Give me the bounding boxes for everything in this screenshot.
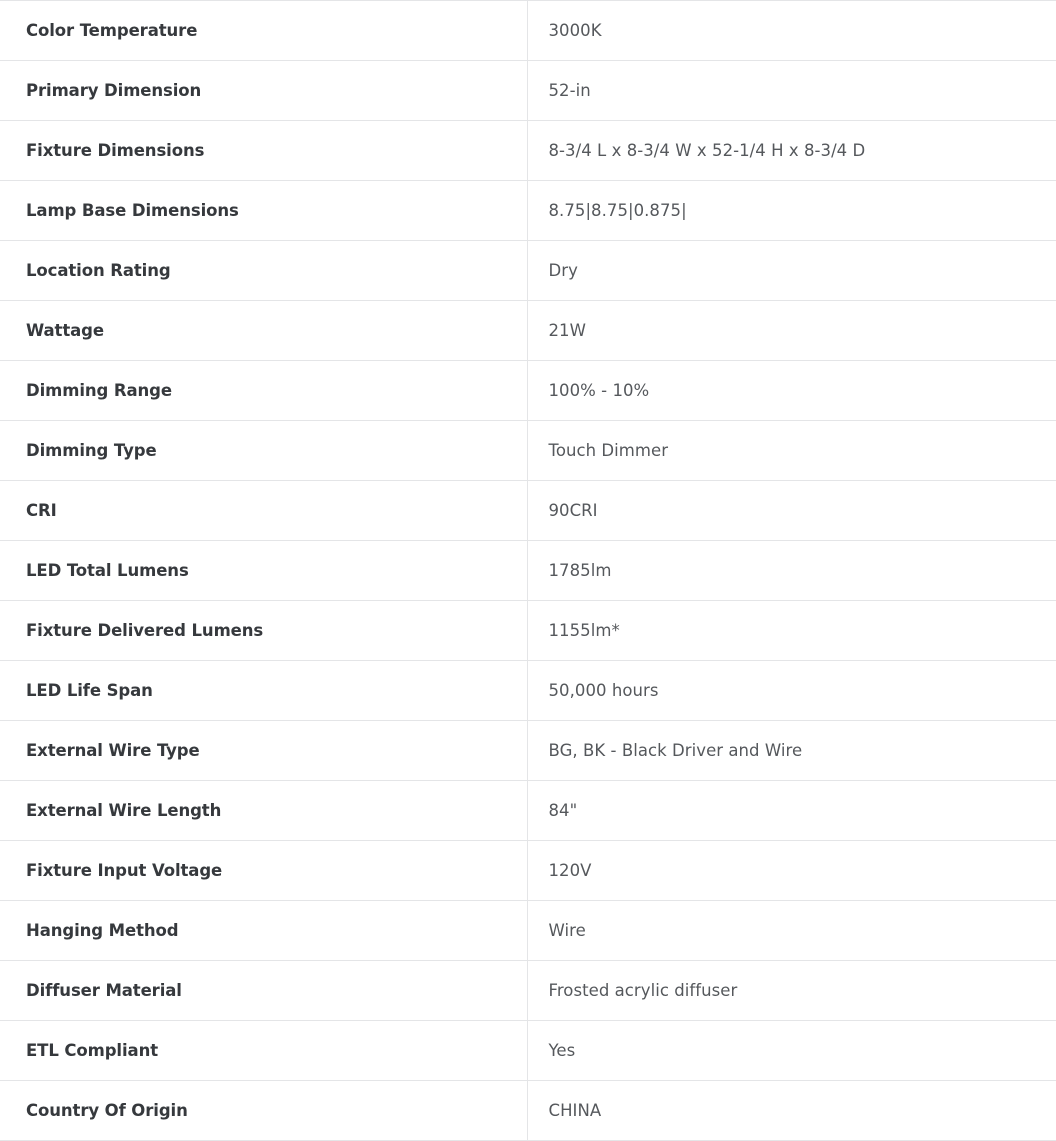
table-row [0, 541, 1056, 601]
spec-label: Dimming Type [0, 421, 527, 481]
table-row [0, 1021, 1056, 1081]
table-row [0, 421, 1056, 481]
spec-value: 52-in [548, 80, 591, 100]
spec-label: Fixture Dimensions [0, 121, 527, 181]
table-row [0, 61, 1056, 121]
spec-value: Wire [548, 920, 586, 940]
spec-label: ETL Compliant [0, 1021, 527, 1081]
spec-label: Wattage [0, 301, 527, 361]
table-row [0, 901, 1056, 961]
table-row [0, 661, 1056, 721]
spec-value: 120V [548, 860, 592, 880]
spec-label: Color Temperature [0, 1, 527, 61]
spec-value: BG, BK - Black Driver and Wire [548, 740, 803, 760]
spec-label: External Wire Type [0, 721, 527, 781]
spec-label: Location Rating [0, 241, 527, 301]
spec-label: Dimming Range [0, 361, 527, 421]
spec-value: 1785lm [548, 560, 612, 580]
spec-label: Lamp Base Dimensions [0, 181, 527, 241]
spec-label: CRI [0, 481, 527, 541]
table-row [0, 1, 1056, 61]
spec-value: CHINA [548, 1100, 602, 1120]
spec-value: Yes [548, 1040, 576, 1060]
table-row [0, 181, 1056, 241]
specifications-table-body [0, 1, 1056, 1141]
table-row [0, 481, 1056, 541]
spec-value: Dry [548, 260, 578, 280]
table-row [0, 721, 1056, 781]
spec-label: Primary Dimension [0, 61, 527, 121]
spec-value: 1155lm* [548, 620, 620, 640]
spec-value: 21W [548, 320, 586, 340]
table-row [0, 301, 1056, 361]
spec-label: Diffuser Material [0, 961, 527, 1021]
spec-value: 100% - 10% [548, 380, 650, 400]
spec-value: 84" [548, 800, 578, 820]
table-row [0, 601, 1056, 661]
spec-label: Fixture Delivered Lumens [0, 601, 527, 661]
spec-value: 3000K [548, 20, 602, 40]
spec-label: Hanging Method [0, 901, 527, 961]
spec-label: Fixture Input Voltage [0, 841, 527, 901]
spec-value: 50,000 hours [548, 680, 659, 700]
table-row [0, 781, 1056, 841]
spec-value: Touch Dimmer [548, 440, 669, 460]
table-row [0, 241, 1056, 301]
spec-label: LED Total Lumens [0, 541, 527, 601]
table-row [0, 841, 1056, 901]
spec-value: 8.75|8.75|0.875| [548, 200, 687, 220]
spec-value: 8-3/4 L x 8-3/4 W x 52-1/4 H x 8-3/4 D [548, 140, 866, 160]
spec-label: External Wire Length [0, 781, 527, 841]
spec-label: LED Life Span [0, 661, 527, 721]
table-row [0, 361, 1056, 421]
table-row [0, 1081, 1056, 1141]
spec-value: Frosted acrylic diffuser [548, 980, 738, 1000]
table-row [0, 961, 1056, 1021]
spec-label: Country Of Origin [0, 1081, 527, 1141]
table-row [0, 121, 1056, 181]
spec-value: 90CRI [548, 500, 598, 520]
